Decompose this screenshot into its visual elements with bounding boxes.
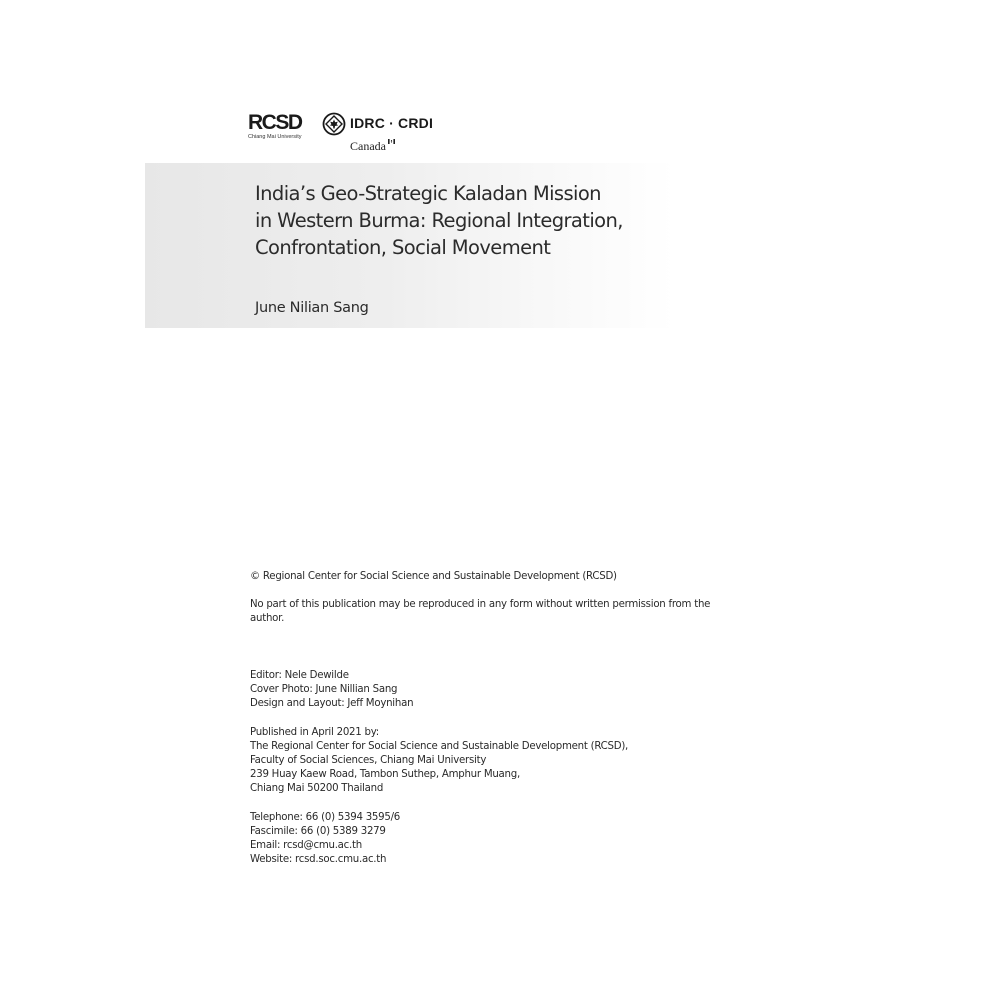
author-name: June Nilian Sang	[255, 300, 369, 316]
credit-cover-photo: Cover Photo: June Nillian Sang	[250, 684, 398, 695]
rcsd-logo-subtitle: Chiang Mai University	[248, 134, 302, 140]
copyright-notice	[250, 570, 740, 584]
idrc-crdi-wordmark: IDRC · CRDI	[350, 115, 434, 131]
copyright-text: © Regional Center for Social Science and Sustainable Development (RCSD)	[250, 571, 617, 582]
rcsd-logo	[248, 112, 308, 141]
publisher-city: Chiang Mai 50200 Thailand	[250, 783, 384, 794]
credits-block	[250, 669, 740, 711]
idrc-emblem-icon	[322, 112, 346, 136]
publisher-faculty: Faculty of Social Sciences, Chiang Mai University	[250, 755, 487, 766]
book-title-line-1: India’s Geo-Strategic Kaladan Mission	[255, 182, 601, 205]
contact-email: Email: rcsd@cmu.ac.th	[250, 840, 362, 851]
idrc-crdi-logo	[322, 112, 452, 158]
contact-website: Website: rcsd.soc.cmu.ac.th	[250, 854, 387, 865]
credit-editor: Editor: Nele Dewilde	[250, 670, 349, 681]
rcsd-logo-mark: RCSD	[248, 111, 302, 134]
rights-notice	[250, 598, 740, 626]
canada-wordmark: Canada	[350, 139, 386, 153]
canada-flag-icon	[388, 139, 395, 144]
publisher-logos	[248, 110, 488, 160]
contact-telephone: Telephone: 66 (0) 5394 3595/6	[250, 812, 401, 823]
rights-text: No part of this publication may be reproduced in any form without written permission from the author.	[250, 599, 711, 624]
credit-design-layout: Design and Layout: Jeff Moynihan	[250, 698, 414, 709]
book-title-line-2: in Western Burma: Regional Integration,	[255, 209, 623, 232]
contact-fax: Fascimile: 66 (0) 5389 3279	[250, 826, 386, 837]
publisher-block	[250, 726, 740, 796]
book-title	[255, 180, 675, 261]
published-date: Published in April 2021 by:	[250, 727, 379, 738]
book-title-line-3: Confrontation, Social Movement	[255, 236, 551, 259]
publisher-name: The Regional Center for Social Science and Sustainable Development (RCSD),	[250, 741, 629, 752]
publisher-street: 239 Huay Kaew Road, Tambon Suthep, Amphur Muang,	[250, 769, 520, 780]
contact-block	[250, 811, 740, 867]
